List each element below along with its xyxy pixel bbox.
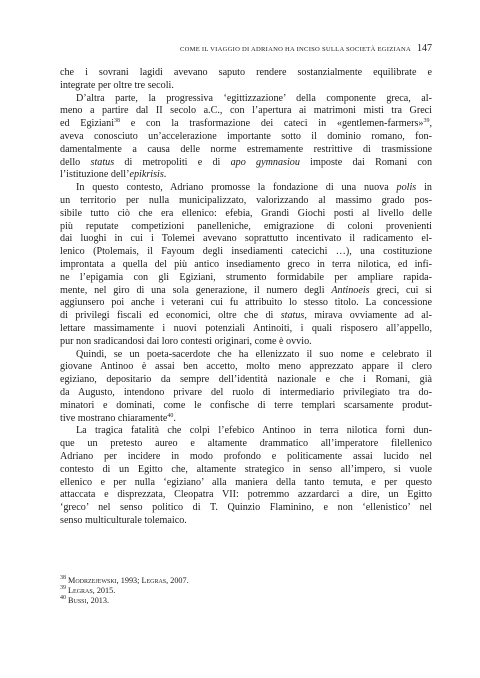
footnotes (60, 576, 432, 607)
text-line: que un pretesto aureo e altamente drammatico all’imperatore filellenico (60, 438, 432, 450)
text-line: ed Egiziani$^{38}$ e con la trasformazione dei cateci in «gentlemen-farmers»$^{39}$, (60, 118, 432, 130)
text-line: dai luoghi in cui i Tolemei avevano soprattutto incentivato il radicamento el- (60, 233, 432, 245)
text-line: La tragica fatalità che colpì l’efebico Antinoo in terra nilotica fornì dun- (76, 425, 432, 437)
text-line: sibile tutto ciò che era ellenico: efebia, Grandi Giochi posti al livello delle (60, 207, 432, 219)
text-line: pur non sradicandosi dai loro contesti originari, come è ovvio. (60, 335, 312, 347)
text-line: senso multiculturale tolemaico. (60, 514, 187, 526)
text-line: più reputate competizioni panelleniche, emigrazione di coloni provenienti (60, 220, 432, 232)
footnote-ref: 40 (167, 412, 174, 419)
running-title: COME IL VIAGGIO DI ADRIANO HA INCISO SULLA SOCIETÀ EGIZIANA (179, 46, 411, 53)
text-line: improntata a quella del più antico insediamento greco in terra nilotica, ed infi- (60, 258, 432, 270)
footnote-38: $^{38}$ Modrzejewski, 1993; Legras, 2007. (60, 575, 189, 585)
text-line: ellenico e per nulla ‘egiziano’ alla maniera della tanto temuta, e per questo (60, 476, 432, 488)
text-line: integrate per oltre tre secoli. (60, 79, 174, 91)
text-line: ‘greco’ nel senso politico di T. Quinzio Flaminino, e non ‘ellenistico’ nel (60, 502, 432, 514)
text-line: egiziano, depositario da sempre dell’identità nazionale e che i Romani, già (60, 374, 432, 386)
text-line: tive mostrano chiaramente$^{40}$. (60, 412, 176, 424)
text-line: mente, nel giro di una sola generazione, il numero degli Antinoeis greci, cui si (60, 284, 432, 296)
text-line: contesto di un Egitto che, altamente strategico in senso all’impero, si vuole (60, 463, 432, 475)
footnote-40: $^{40}$ Bussi, 2013. (60, 595, 110, 606)
text-line: dello status di metropoliti e di apo gymnasiou imposte dai Romani con (60, 156, 433, 168)
running-head (60, 43, 432, 54)
text-line: attaccata e disprezzata, Cleopatra VII: potremmo azzardarci a dire, un Egitto (60, 489, 432, 501)
text-line: lettare massimamente i nuovi potenziali Antinoiti, i quali risposero all’appello, (60, 322, 432, 334)
text-line: giovane Antinoo è assai ben accetto, molto meno apprezzato appare il clero (60, 361, 432, 373)
footnote-ref: 38 (114, 118, 121, 125)
text-line: aveva conosciuto un’accelerazione importante sotto il dominio romano, fon- (60, 130, 432, 142)
text-line: meno a partire dal II secolo a.C., con l’apertura ai matrimoni misti tra Greci (60, 105, 432, 117)
text-line: un territorio per nulla municipalizzato, valorizzando al massimo grado pos- (60, 194, 432, 206)
footnote-ref: 39 (423, 118, 430, 125)
text-line: che i sovrani lagidi avevano saputo rendere sostanzialmente equilibrate e (60, 67, 432, 78)
text-line: lenico (Ptolemais, il Fayoum degli insediamenti catecichi …), una costituzione (60, 246, 432, 258)
footnote-39: $^{39}$ Legras, 2015. (60, 585, 116, 596)
text-line: da Augusto, intendono privare del ruolo di intermediario privilegiato tra do- (60, 386, 432, 398)
text-line: Adriano per incidere in modo profondo e politicamente assai lucido nel (60, 450, 432, 462)
text-line: l’istituzione dell’epikrisis. (60, 169, 167, 181)
text-line: di privilegi fiscali ed economici, oltre che di status, mirava ovviamente ad al- (60, 310, 432, 322)
text-line: minatori e dominati, come le confische di terre templari scarsamente produt- (60, 399, 432, 411)
page-number: 147 (417, 43, 432, 54)
text-line: D’altra parte, la progressiva ‘egittizzazione’ della componente greca, al- (76, 92, 432, 104)
text-line: aggiunsero poi anche i veterani cui fu attribuito lo stesso titolo. La concessione (60, 297, 432, 309)
text-line: In questo contesto, Adriano promosse la fondazione di una nuova polis in (76, 182, 432, 194)
text-line: ne l’epigamia con gli Egiziani, strumento formidabile per ampliare rapida- (60, 271, 432, 283)
text-line: damentalmente a causa delle norme estremamente restrittive di trasmissione (60, 143, 432, 155)
text-line: Quindi, se un poeta-sacerdote che ha ellenizzato il suo nome e celebrato il (76, 348, 432, 360)
body-text (60, 67, 432, 528)
